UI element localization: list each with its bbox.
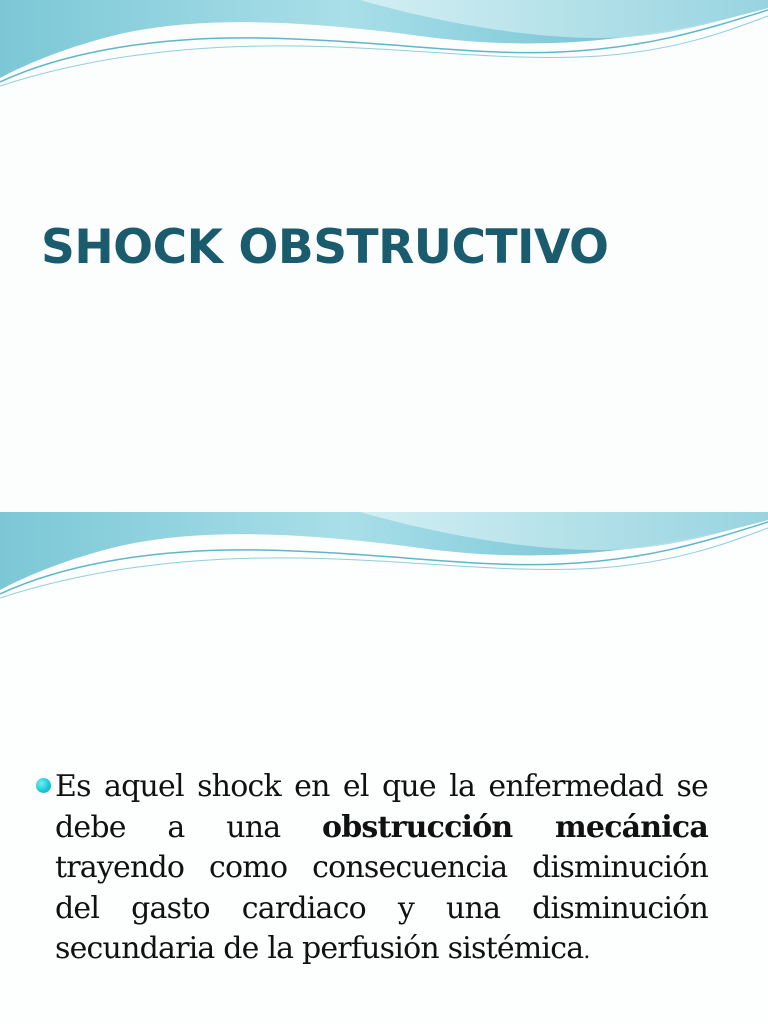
- bullet-item: [36, 767, 708, 973]
- bullet-text-intro: Es aquel shock en el que la enfermedad se debe a una: [55, 769, 708, 845]
- content-slide: [0, 512, 768, 1024]
- bullet-text-rest: trayendo como consecuencia disminución del gasto cardiaco y una disminución secundaria de la perfusión sistémica: [55, 850, 708, 966]
- wave-decoration: [0, 512, 768, 612]
- slide-title: SHOCK OBSTRUCTIVO: [41, 220, 609, 275]
- bullet-dot-icon: [36, 778, 51, 793]
- bullet-text: [36, 767, 708, 973]
- bullet-text-period: .: [583, 939, 590, 964]
- wave-decoration: [0, 0, 768, 100]
- bullet-text-bold: obstrucción mecánica: [322, 809, 709, 845]
